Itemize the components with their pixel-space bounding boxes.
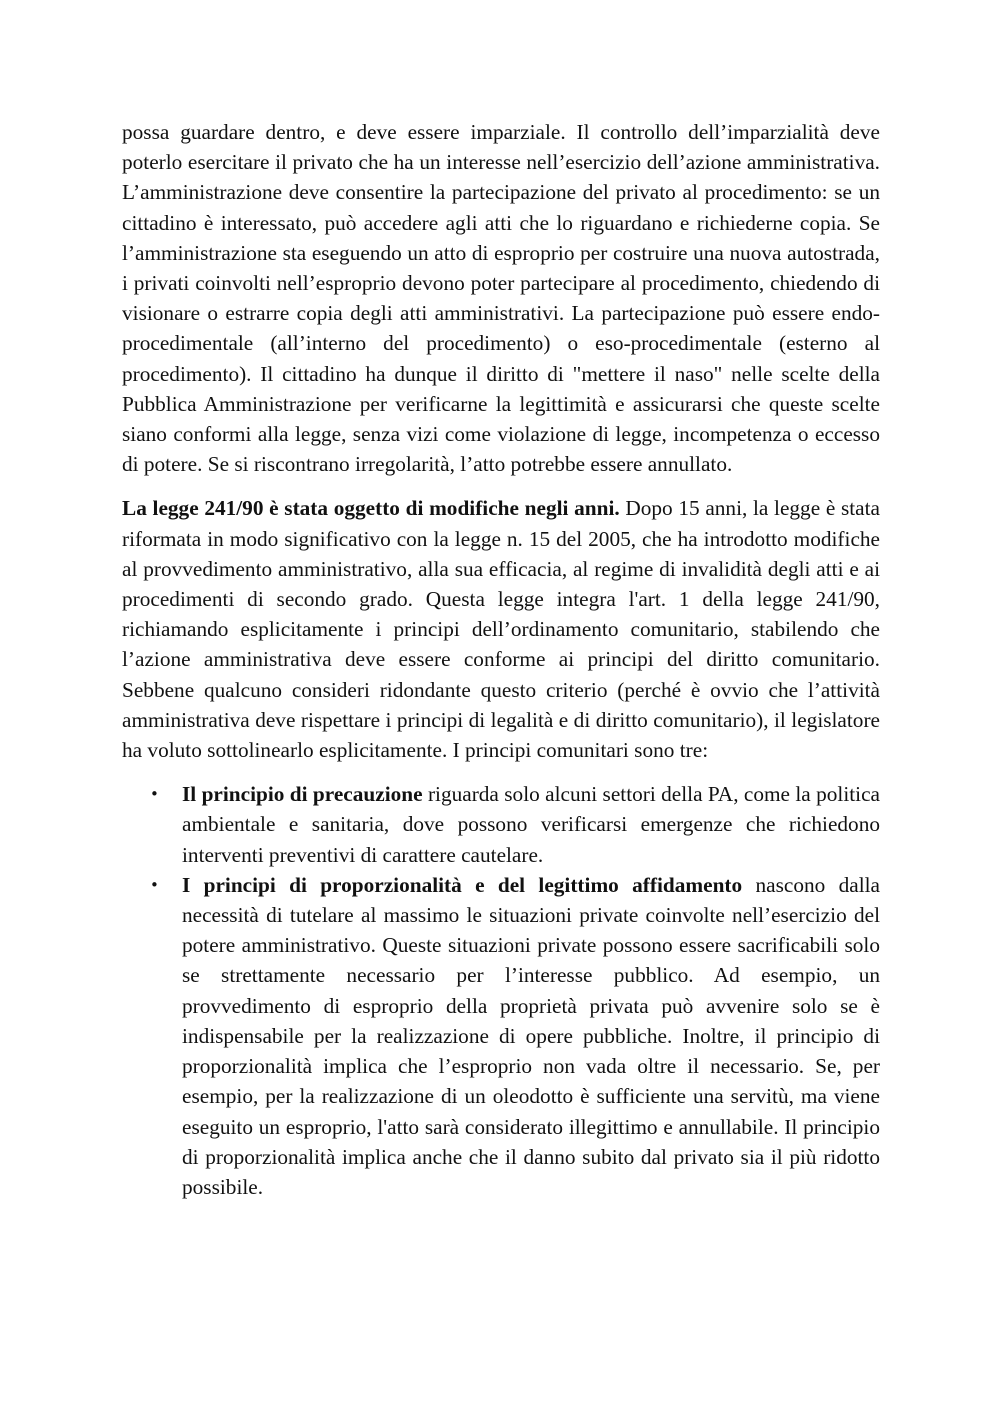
list-item-proporzionalita (122, 870, 880, 1202)
principi-comunitari-list (122, 779, 880, 1202)
paragraph-text: Dopo 15 anni, la legge è stata riformata in modo significativo con la legge n. 15 del 2005, che ha introdotto modifiche al provvedimento amministrativo, alla sua efficacia, al regime di invalidità degli atti e ai procedimenti di secondo grado. Questa legge integra l'art. 1 della legge 241/90, richiamando esplicitamente i principi dell’ordinamento comunitario, stabilendo che l’azione amministrativa deve essere conforme ai principi del diritto comunitario. Sebbene qualcuno consideri ridondante questo criterio (perché è ovvio che l’attività amministrativa deve rispettare i principi di legalità e di diritto comunitario), il legislatore ha voluto sottolinearlo esplicitamente. I principi comunitari sono tre: (122, 496, 880, 763)
list-item-precauzione (122, 779, 880, 870)
list-item-lead: I principi di proporzionalità e del legittimo affidamento (182, 872, 743, 897)
paragraph-lead: La legge 241/90 è stata oggetto di modifiche negli anni. (122, 496, 620, 521)
list-item-lead: Il principio di precauzione (182, 782, 423, 807)
list-item-text: nascono dalla necessità di tutelare al massimo le situazioni private coinvolte nell’esercizio del potere amministrativo. Queste situazioni private possono essere sacrificabili solo se strettamente necessario per l’interesse pubblico. Ad esempio, un provvedimento di esproprio della proprietà privata può avvenire solo se è indispensabile per la realizzazione di opere pubbliche. Inoltre, il principio di proporzionalità implica che l’esproprio non vada oltre il necessario. Se, per esempio, per la realizzazione di un oleodotto è sufficiente una servitù, ma viene eseguito un esproprio, l'atto sarà considerato illegittimo e annullabile. Il principio di proporzionalità implica anche che il danno subito dal privato sia il più ridotto possibile. (182, 872, 880, 1199)
bullet-icon: • (150, 875, 159, 894)
paragraph-legge-241-90 (122, 493, 880, 765)
paragraph-partecipazione (122, 117, 880, 479)
document-page (122, 117, 880, 1202)
paragraph-text: possa guardare dentro, e deve essere imparziale. Il controllo dell’imparzialità deve poterlo esercitare il privato che ha un interesse nell’esercizio dell’azione amministrativa. L’amministrazione deve consentire la partecipazione del privato al procedimento: se un cittadino è interessato, può accedere agli atti che lo riguardano e richiederne copia. Se l’amministrazione sta eseguendo un atto di esproprio per costruire una nuova autostrada, i privati coinvolti nell’esproprio devono poter partecipare al procedimento, chiedendo di visionare o estrarre copia degli atti amministrativi. La partecipazione può essere endo-procedimentale (all’interno del procedimento) o eso-procedimentale (esterno al procedimento). Il cittadino ha dunque il diritto di "mettere il naso" nelle scelte della Pubblica Amministrazione per verificarne la legittimità e assicurarsi che queste scelte siano conformi alla legge, senza vizi come violazione di legge, incompetenza o eccesso di potere. Se si riscontrano irregolarità, l’atto potrebbe essere annullato. (122, 120, 880, 477)
bullet-icon: • (150, 785, 159, 804)
list-item-text: riguarda solo alcuni settori della PA, come la politica ambientale e sanitaria, dove possono verificarsi emergenze che richiedono interventi preventivi di carattere cautelare. (182, 782, 880, 867)
